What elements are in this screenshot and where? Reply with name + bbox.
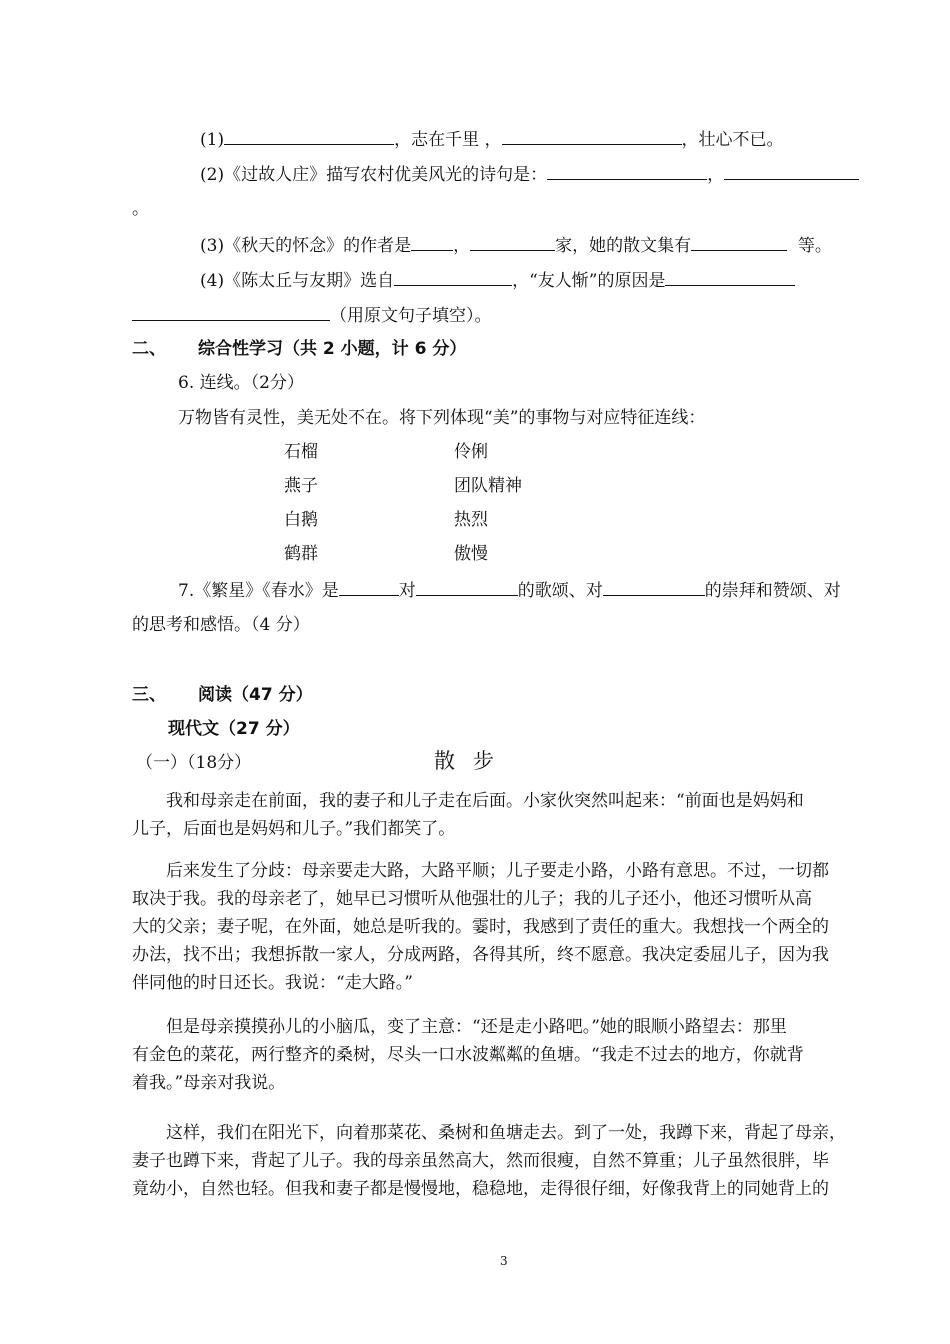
section3-number: 三、 xyxy=(132,685,166,705)
q3-text-end: 等。 xyxy=(797,236,832,256)
right-item[interactable]: 热烈 xyxy=(454,510,488,530)
answer-blank[interactable] xyxy=(665,268,795,286)
paragraph-line: 竟幼小，自然也轻。但我和妻子都是慢慢地，稳稳地，走得很仔细，好像我背上的同她背上的 xyxy=(132,1179,829,1199)
q7-line xyxy=(178,578,841,602)
section2-heading: 综合性学习（共 2 小题，计 6 分） xyxy=(198,339,467,359)
q1-line xyxy=(200,127,784,151)
paragraph-line: 着我。”母亲对我说。 xyxy=(132,1073,286,1093)
paragraph-line: 儿子，后面也是妈妈和儿子。”我们都笑了。 xyxy=(132,819,456,839)
q3-line xyxy=(200,233,832,257)
q3-text-mid: 家，她的散文集有 xyxy=(555,236,692,256)
q7-text: 的歌颂、对 xyxy=(517,581,603,601)
q1-text-end: ，壮心不已。 xyxy=(681,130,784,150)
q7-text: 的崇拜和赞颂、对 xyxy=(704,581,841,601)
answer-blank[interactable] xyxy=(547,162,707,180)
paragraph-line: 我和母亲走在前面，我的妻子和儿子走在后面。小家伙突然叫起来：“前面也是妈妈和 xyxy=(166,791,804,811)
q1-number: (1) xyxy=(200,130,225,150)
q1-text: ，志在千里 ， xyxy=(394,130,502,150)
q6-title: 6. 连线。（2分） xyxy=(178,373,304,393)
part-label: （一）（18分） xyxy=(136,753,252,773)
q4-line2 xyxy=(132,303,492,327)
paragraph-line: 办法，找不出；我想拆散一家人，分成两路，各得其所，终不愿意。我决定委屈儿子，因为我 xyxy=(132,945,829,965)
paragraph-line: 后来发生了分歧：母亲要走大路，大路平顺；儿子要走小路，小路有意思。不过，一切都 xyxy=(166,861,829,881)
right-item[interactable]: 团队精神 xyxy=(454,476,522,496)
answer-blank[interactable] xyxy=(394,268,512,286)
paragraph-line: 这样，我们在阳光下，向着那菜花、桑树和鱼塘走去。到了一处，我蹲下来，背起了母亲， xyxy=(166,1123,846,1143)
section2-number: 二、 xyxy=(132,339,166,359)
paragraph-line: 妻子也蹲下来，背起了儿子。我的母亲虽然高大，然而很瘦，自然不算重；儿子虽然很胖，毕 xyxy=(132,1151,829,1171)
left-item[interactable]: 燕子 xyxy=(284,476,318,496)
answer-blank[interactable] xyxy=(411,233,453,251)
right-item[interactable]: 傲慢 xyxy=(454,544,488,564)
answer-blank[interactable] xyxy=(502,127,682,145)
answer-blank[interactable] xyxy=(339,578,399,596)
q6-intro: 万物皆有灵性，美无处不在。将下列体现“美”的事物与对应特征连线： xyxy=(178,408,706,428)
answer-blank[interactable] xyxy=(224,127,394,145)
answer-blank[interactable] xyxy=(603,578,705,596)
q2-end: 。 xyxy=(132,199,149,219)
left-item[interactable]: 鹤群 xyxy=(284,544,318,564)
left-item[interactable]: 白鹅 xyxy=(284,510,318,530)
answer-blank[interactable] xyxy=(132,303,330,321)
section3-heading: 阅读（47 分） xyxy=(198,685,313,705)
q2-comma: ， xyxy=(707,165,725,185)
page-number: 3 xyxy=(500,1254,508,1268)
q4-text: (4)《陈太丘与友期》选自 xyxy=(200,271,395,291)
q7-text: 7.《繁星》《春水》是 xyxy=(178,581,339,601)
right-item[interactable]: 伶俐 xyxy=(454,442,488,462)
q4-text-mid: ，“友人惭”的原因是 xyxy=(512,271,666,291)
paragraph-line: 有金色的菜花，两行整齐的桑树，尽头一口水波粼粼的鱼塘。“我走不过去的地方，你就背 xyxy=(132,1045,804,1065)
answer-blank[interactable] xyxy=(416,578,518,596)
left-item[interactable]: 石榴 xyxy=(284,442,318,462)
paragraph-line: 大的父亲；妻子呢，在外面，她总是听我的。霎时，我感到了责任的重大。我想找一个两全的 xyxy=(132,917,829,937)
q7-line2: 的思考和感悟。（4 分） xyxy=(132,615,310,635)
article-title: 散步 xyxy=(434,749,512,773)
answer-blank[interactable] xyxy=(691,233,787,251)
paragraph-line: 伴同他的时日还长。我说：“走大路。” xyxy=(132,973,413,993)
subheading: 现代文（27 分） xyxy=(168,719,300,739)
q4-line xyxy=(200,268,795,292)
q3-comma: ， xyxy=(453,236,471,256)
paragraph-line: 取决于我。我的母亲老了，她早已习惯听从他强壮的儿子；我的儿子还小，他还习惯听从高 xyxy=(132,889,812,909)
q3-text: (3)《秋天的怀念》的作者是 xyxy=(200,236,412,256)
q4-text-end: （用原文句子填空）。 xyxy=(330,306,492,326)
answer-blank[interactable] xyxy=(724,162,859,180)
q2-line xyxy=(200,162,859,186)
paragraph-line: 但是母亲摸摸孙儿的小脑瓜，变了主意：“还是走小路吧。”她的眼顺小路望去：那里 xyxy=(166,1017,787,1037)
answer-blank[interactable] xyxy=(470,233,555,251)
q7-text: 对 xyxy=(398,581,416,601)
q2-text: (2)《过故人庄》描写农村优美风光的诗句是： xyxy=(200,165,548,185)
